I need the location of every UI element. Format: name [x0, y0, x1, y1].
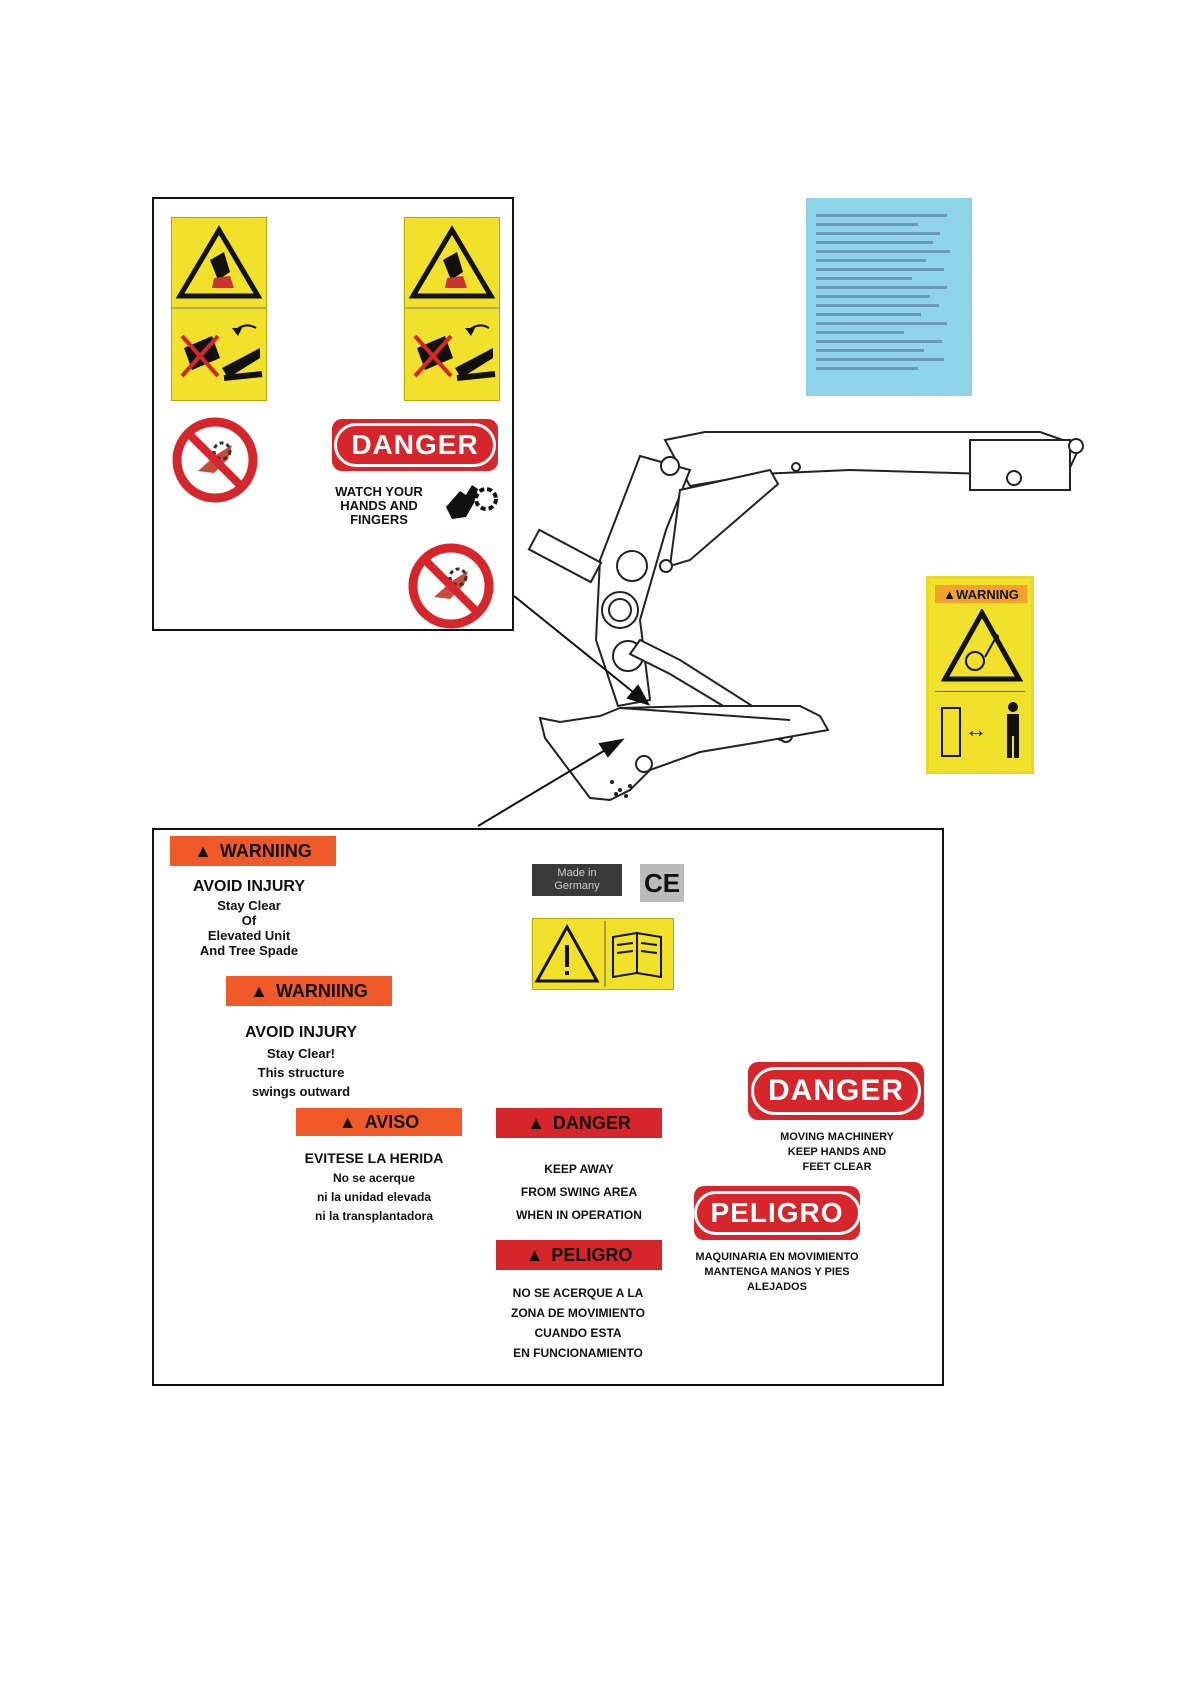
pinch-point-decal-right	[404, 217, 500, 401]
no-hand-in-auger-icon	[170, 415, 260, 505]
upper-cylinder	[670, 470, 778, 566]
aviso-header: ▲ AVISO	[296, 1108, 462, 1136]
side-bar	[529, 530, 601, 582]
danger-swing-text: KEEP AWAY FROM SWING AREA WHEN IN OPERATION	[516, 1162, 642, 1222]
warning-text-1: AVOID INJURY Stay Clear Of Elevated Unit And Tree Spade	[192, 878, 305, 958]
no-hand-icon	[182, 336, 220, 376]
boom-pivot	[1069, 439, 1083, 453]
instruction-text-lines	[816, 214, 962, 370]
ce-mark: CE	[640, 864, 684, 902]
warning-header-1: ▲ WARNIING	[170, 836, 336, 866]
peligro-swing-header: ▲ PELIGRO	[496, 1240, 662, 1270]
hand-gear-icon	[440, 477, 502, 529]
danger-machinery-text: MOVING MACHINERY KEEP HANDS AND FEET CLEAR	[780, 1131, 894, 1173]
machine-box-icon	[941, 707, 961, 757]
peligro-machinery-text: MAQUINARIA EN MOVIMIENTO MANTENGA MANOS Y PIES ALEJADOS	[695, 1251, 859, 1293]
aviso-text: EVITESE LA HERIDA No se acerque ni la unidad elevada ni la transplantadora	[304, 1150, 444, 1223]
pinch-point-decal-left	[171, 217, 267, 401]
upper-decal-panel	[152, 197, 514, 631]
entanglement-warning-icon	[941, 609, 1023, 685]
warning-header-2: ▲ WARNIING	[226, 976, 392, 1006]
warning-text-2: AVOID INJURY Stay Clear! This structure swings outward	[244, 1024, 357, 1099]
alert-icon: ▲	[943, 586, 957, 602]
peligro-swing-text: NO SE ACERQUE A LA ZONA DE MOVIMIENTO CUANDO ESTA EN FUNCIONAMIENTO	[510, 1286, 645, 1360]
manual-book-icon	[613, 933, 661, 977]
made-in-germany-label: Made in Germany	[532, 864, 622, 896]
alert-icon: ▲	[194, 840, 212, 861]
warning-header: ▲ WARNING	[935, 585, 1027, 603]
alert-icon: ▲	[338, 1111, 357, 1132]
danger-swing-header: ▲ DANGER	[496, 1108, 662, 1138]
read-manual-decal	[532, 918, 674, 990]
no-hand-icon	[415, 336, 453, 376]
alert-icon: ▲	[527, 1112, 545, 1133]
separation-arrow: ↔	[965, 717, 987, 742]
lower-decal-panel	[152, 828, 944, 1386]
danger-hands-text: WATCH YOUR HANDS AND FINGERS	[335, 484, 423, 527]
danger-machinery-header: DANGER	[748, 1062, 924, 1120]
danger-hands-header: DANGER	[332, 419, 498, 471]
alert-icon: ▲	[525, 1244, 544, 1265]
no-hand-in-auger-icon-2	[406, 541, 496, 631]
operating-instructions-decal	[806, 198, 972, 396]
clearance-divider	[935, 691, 1025, 692]
alert-icon: ▲	[250, 980, 268, 1001]
person-icon	[1001, 701, 1025, 761]
warning-sticker-right	[926, 576, 1034, 774]
peligro-machinery-header: PELIGRO	[694, 1186, 860, 1240]
